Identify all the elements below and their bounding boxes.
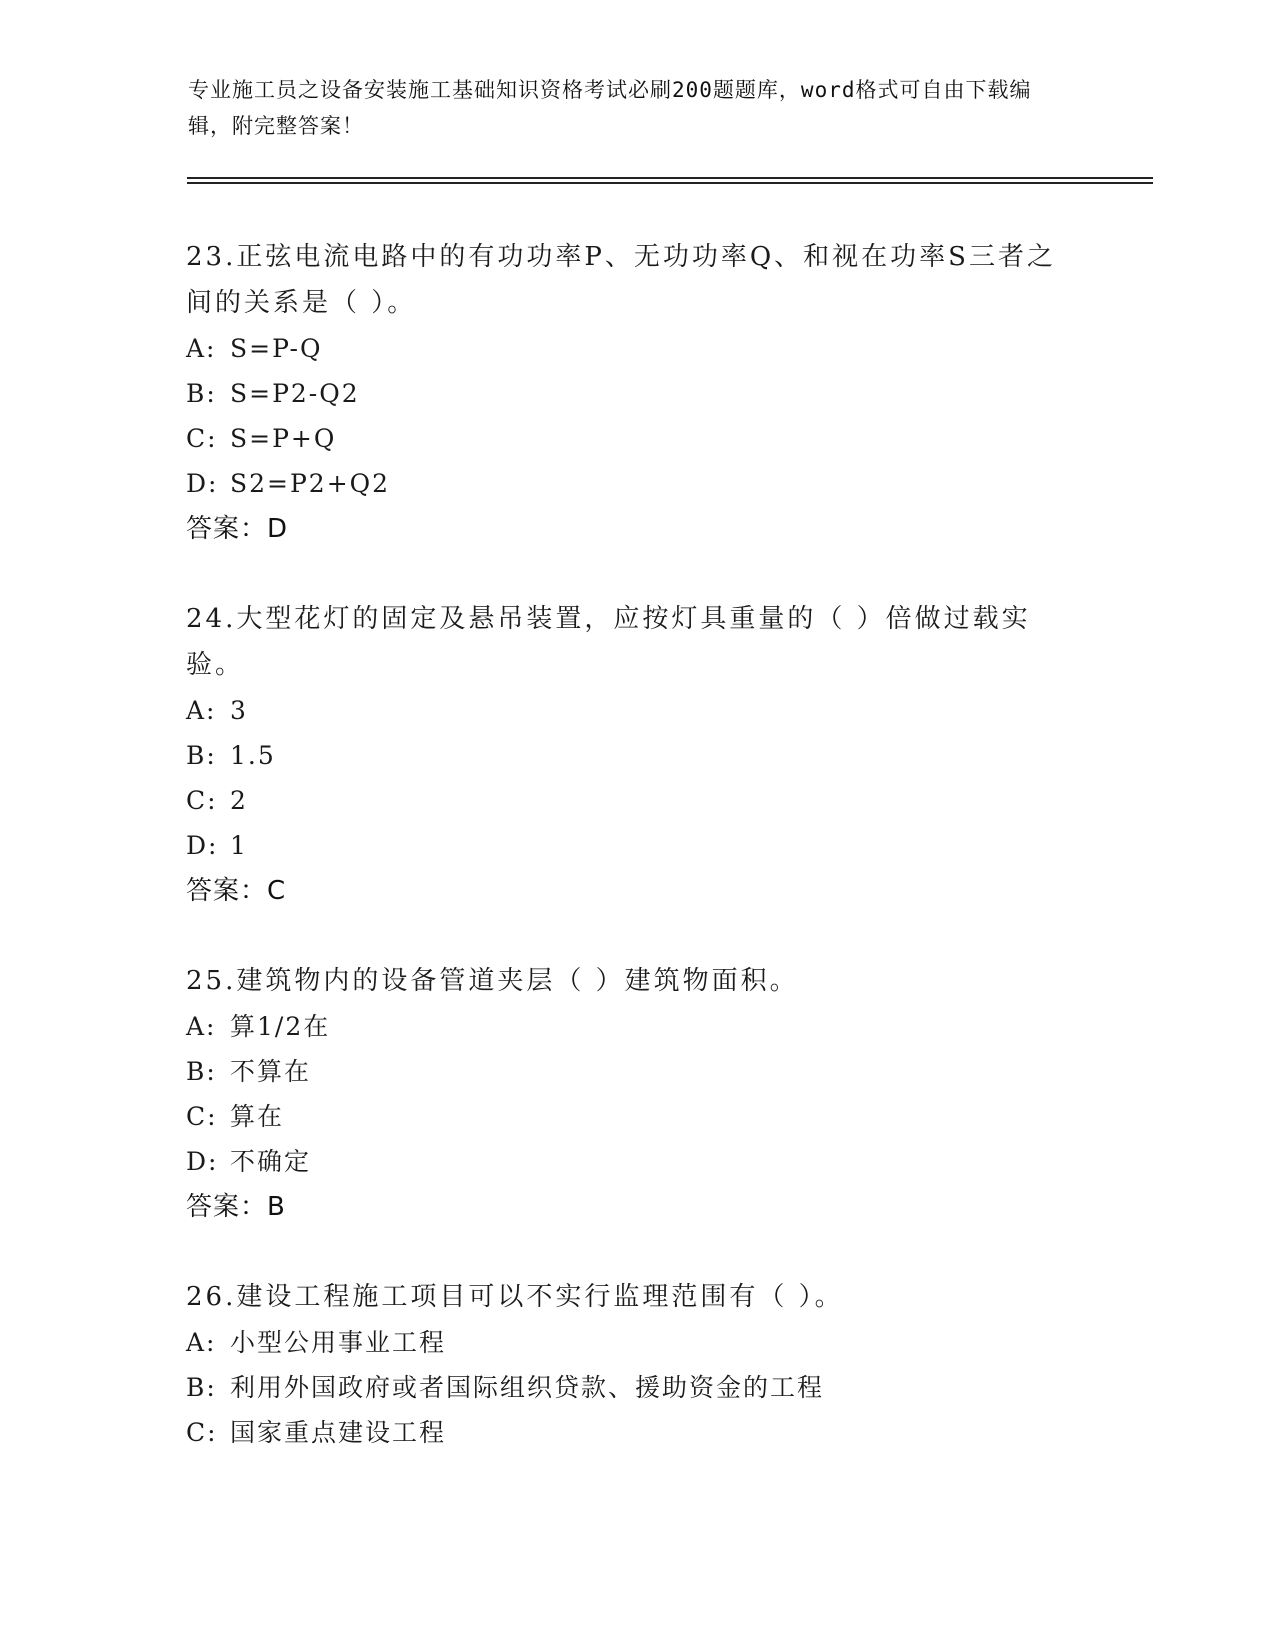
option-d xyxy=(186,823,1066,868)
option-text: 1 xyxy=(230,831,248,860)
option-text: 不算在 xyxy=(230,1057,312,1086)
option-text: 算1/2在 xyxy=(230,1012,331,1041)
option-text: 国家重点建设工程 xyxy=(230,1418,447,1447)
option-b xyxy=(186,1049,1066,1094)
option-c xyxy=(186,416,1066,461)
option-letter: C: xyxy=(186,1102,218,1131)
question-stem: 23.正弦电流电路中的有功功率P、无功功率Q、和视在功率S三者之间的关系是（ ）。 xyxy=(186,242,1056,318)
option-text: 小型公用事业工程 xyxy=(230,1328,447,1357)
option-letter: B: xyxy=(186,1373,217,1402)
answer-line: 答案：C xyxy=(186,876,287,906)
option-text: 1.5 xyxy=(230,741,276,770)
question-list xyxy=(186,234,1066,1499)
option-a xyxy=(186,326,1066,371)
option-d xyxy=(186,1139,1066,1184)
option-b xyxy=(186,371,1066,416)
header-rule-top xyxy=(187,177,1153,179)
document-intro: 专业施工员之设备安装施工基础知识资格考试必刷200题题库，word格式可自由下载编辑，附完整答案！ xyxy=(188,78,1032,138)
option-letter: B: xyxy=(186,741,217,770)
option-text: S=P2-Q2 xyxy=(230,379,360,408)
option-letter: A: xyxy=(186,334,217,363)
option-letter: D: xyxy=(186,831,219,860)
option-b xyxy=(186,1365,1066,1410)
option-b xyxy=(186,733,1066,778)
option-letter: B: xyxy=(186,379,217,408)
option-letter: B: xyxy=(186,1057,217,1086)
option-letter: C: xyxy=(186,1418,218,1447)
option-c xyxy=(186,1410,1066,1455)
option-text: S2=P2+Q2 xyxy=(230,469,391,498)
header-rule-bottom xyxy=(187,182,1153,184)
option-text: 算在 xyxy=(230,1102,285,1131)
question-25 xyxy=(186,958,1066,1230)
option-letter: C: xyxy=(186,424,218,453)
question-stem: 25.建筑物内的设备管道夹层（ ）建筑物面积。 xyxy=(186,966,799,996)
answer-line: 答案：B xyxy=(186,1192,286,1222)
option-letter: A: xyxy=(186,1012,217,1041)
option-text: 不确定 xyxy=(230,1147,312,1176)
option-letter: D: xyxy=(186,1147,219,1176)
option-a xyxy=(186,1320,1066,1365)
question-24 xyxy=(186,596,1066,914)
answer-line: 答案：D xyxy=(186,514,289,544)
option-c xyxy=(186,1094,1066,1139)
option-text: S=P-Q xyxy=(230,334,323,363)
question-stem: 24.大型花灯的固定及悬吊装置，应按灯具重量的（ ）倍做过载实验。 xyxy=(186,604,1031,680)
option-letter: D: xyxy=(186,469,219,498)
question-stem: 26.建设工程施工项目可以不实行监理范围有（ ）。 xyxy=(186,1282,844,1312)
option-a xyxy=(186,1004,1066,1049)
option-letter: C: xyxy=(186,786,218,815)
option-a xyxy=(186,688,1066,733)
option-letter: A: xyxy=(186,696,217,725)
option-text: S=P+Q xyxy=(230,424,337,453)
option-letter: A: xyxy=(186,1328,217,1357)
question-23 xyxy=(186,234,1066,552)
option-d xyxy=(186,461,1066,506)
question-26 xyxy=(186,1274,1066,1455)
option-text: 利用外国政府或者国际组织贷款、援助资金的工程 xyxy=(230,1373,825,1402)
option-text: 3 xyxy=(230,696,248,725)
option-c xyxy=(186,778,1066,823)
option-text: 2 xyxy=(230,786,248,815)
